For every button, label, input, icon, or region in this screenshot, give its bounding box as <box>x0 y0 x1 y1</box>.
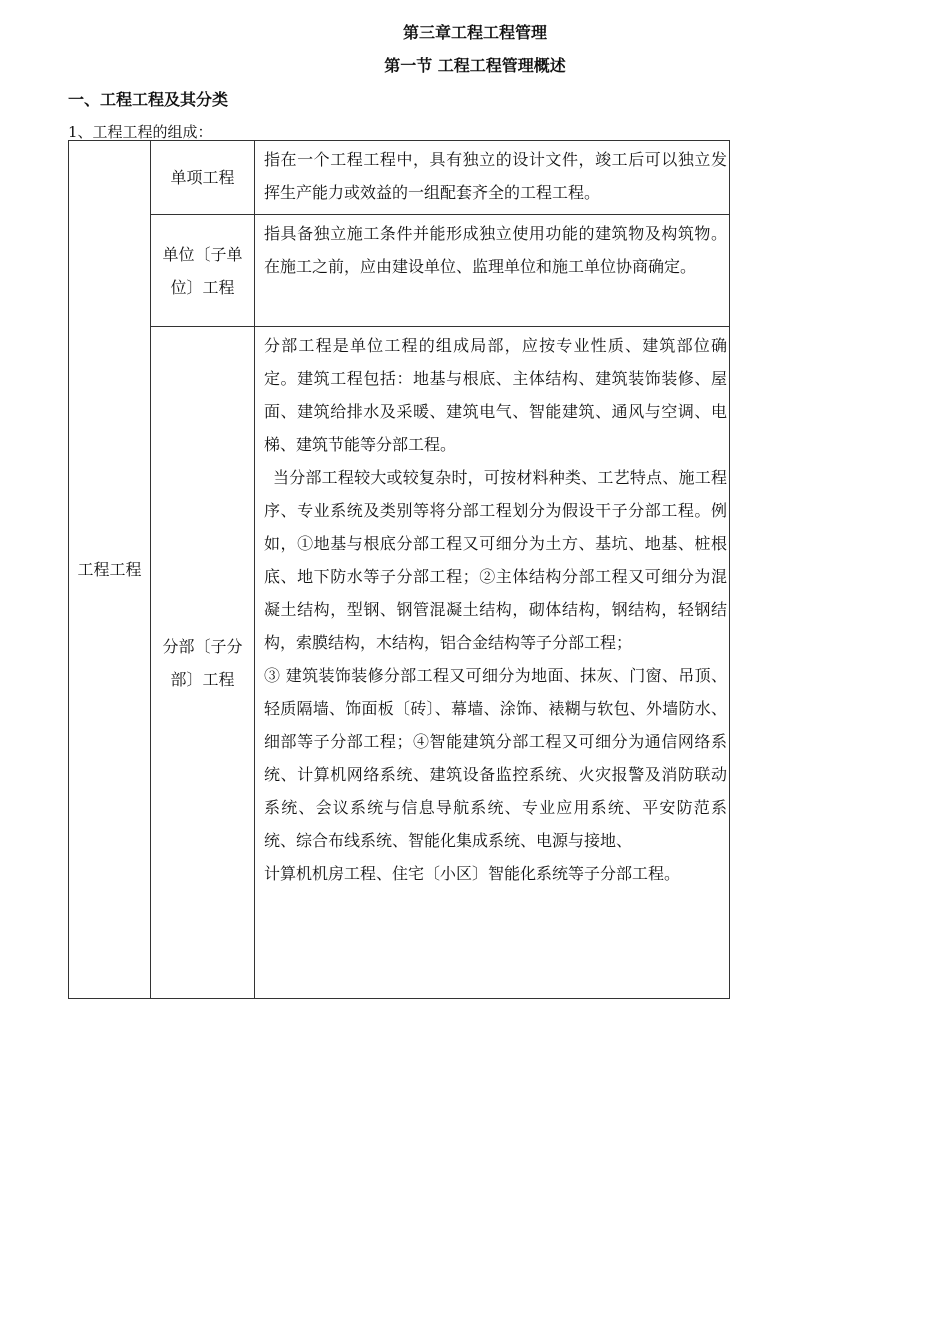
sub-heading-project-composition: 1、工程工程的组成： <box>68 123 213 141</box>
description-cell <box>255 141 730 215</box>
type-cell-single-item: 单项工程 <box>151 141 255 215</box>
heading-project-classification: 一、工程工程及其分类 <box>68 90 229 109</box>
description-paragraph: 计算机机房工程、住宅〔小区〕智能化系统等子分部工程。 <box>264 864 681 883</box>
description-cell <box>255 327 730 999</box>
table-row <box>69 215 730 327</box>
description-cell <box>255 215 730 327</box>
table-row <box>69 327 730 999</box>
description-paragraph: 指具备独立施工条件并能形成独立使用功能的建筑物及构筑物。在施工之前，应由建设单位、监理单位和施工单位协商确定。 <box>264 224 727 276</box>
project-composition-table <box>68 140 730 999</box>
description-paragraph: 指在一个工程工程中，具有独立的设计文件，竣工后可以独立发挥生产能力或效益的一组配套齐全的工程工程。 <box>264 150 727 202</box>
type-cell-unit: 单位〔子单位〕工程 <box>151 215 255 327</box>
root-label-cell: 工程工程 <box>69 141 151 999</box>
table-row <box>69 141 730 215</box>
section-title: 第一节 工程工程管理概述 <box>384 56 566 75</box>
description-paragraph: 当分部工程较大或较复杂时，可按材料种类、工艺特点、施工程序、专业系统及类别等将分部工程划分为假设干子分部工程。例如，①地基与根底分部工程又可细分为土方、基坑、地基、桩根底、地下防水等子分部工程；②主体结构分部工程又可细分为混凝土结构，型钢、钢管混凝土结构，砌体结构，钢结构，轻钢结构，索膜结构，木结构，铝合金结构等子分部工程； <box>264 468 727 652</box>
description-paragraph: 分部工程是单位工程的组成局部，应按专业性质、建筑部位确定。建筑工程包括：地基与根底、主体结构、建筑装饰装修、屋面、建筑给排水及采暖、建筑电气、智能建筑、通风与空调、电梯、建筑节能等分部工程。 <box>264 336 727 454</box>
chapter-title: 第三章工程工程管理 <box>402 23 547 42</box>
description-paragraph: ③ 建筑装饰装修分部工程又可细分为地面、抹灰、门窗、吊顶、轻质隔墙、饰面板〔砖〕、幕墙、涂饰、裱糊与软包、外墙防水、细部等子分部工程；④智能建筑分部工程又可细分为通信网络系统、计算机网络系统、建筑设备监控系统、火灾报警及消防联动系统、会议系统与信息导航系统、专业应用系统、平安防范系统、综合布线系统、智能化集成系统、电源与接地、 <box>264 666 727 850</box>
type-cell-division: 分部〔子分部〕工程 <box>151 327 255 999</box>
